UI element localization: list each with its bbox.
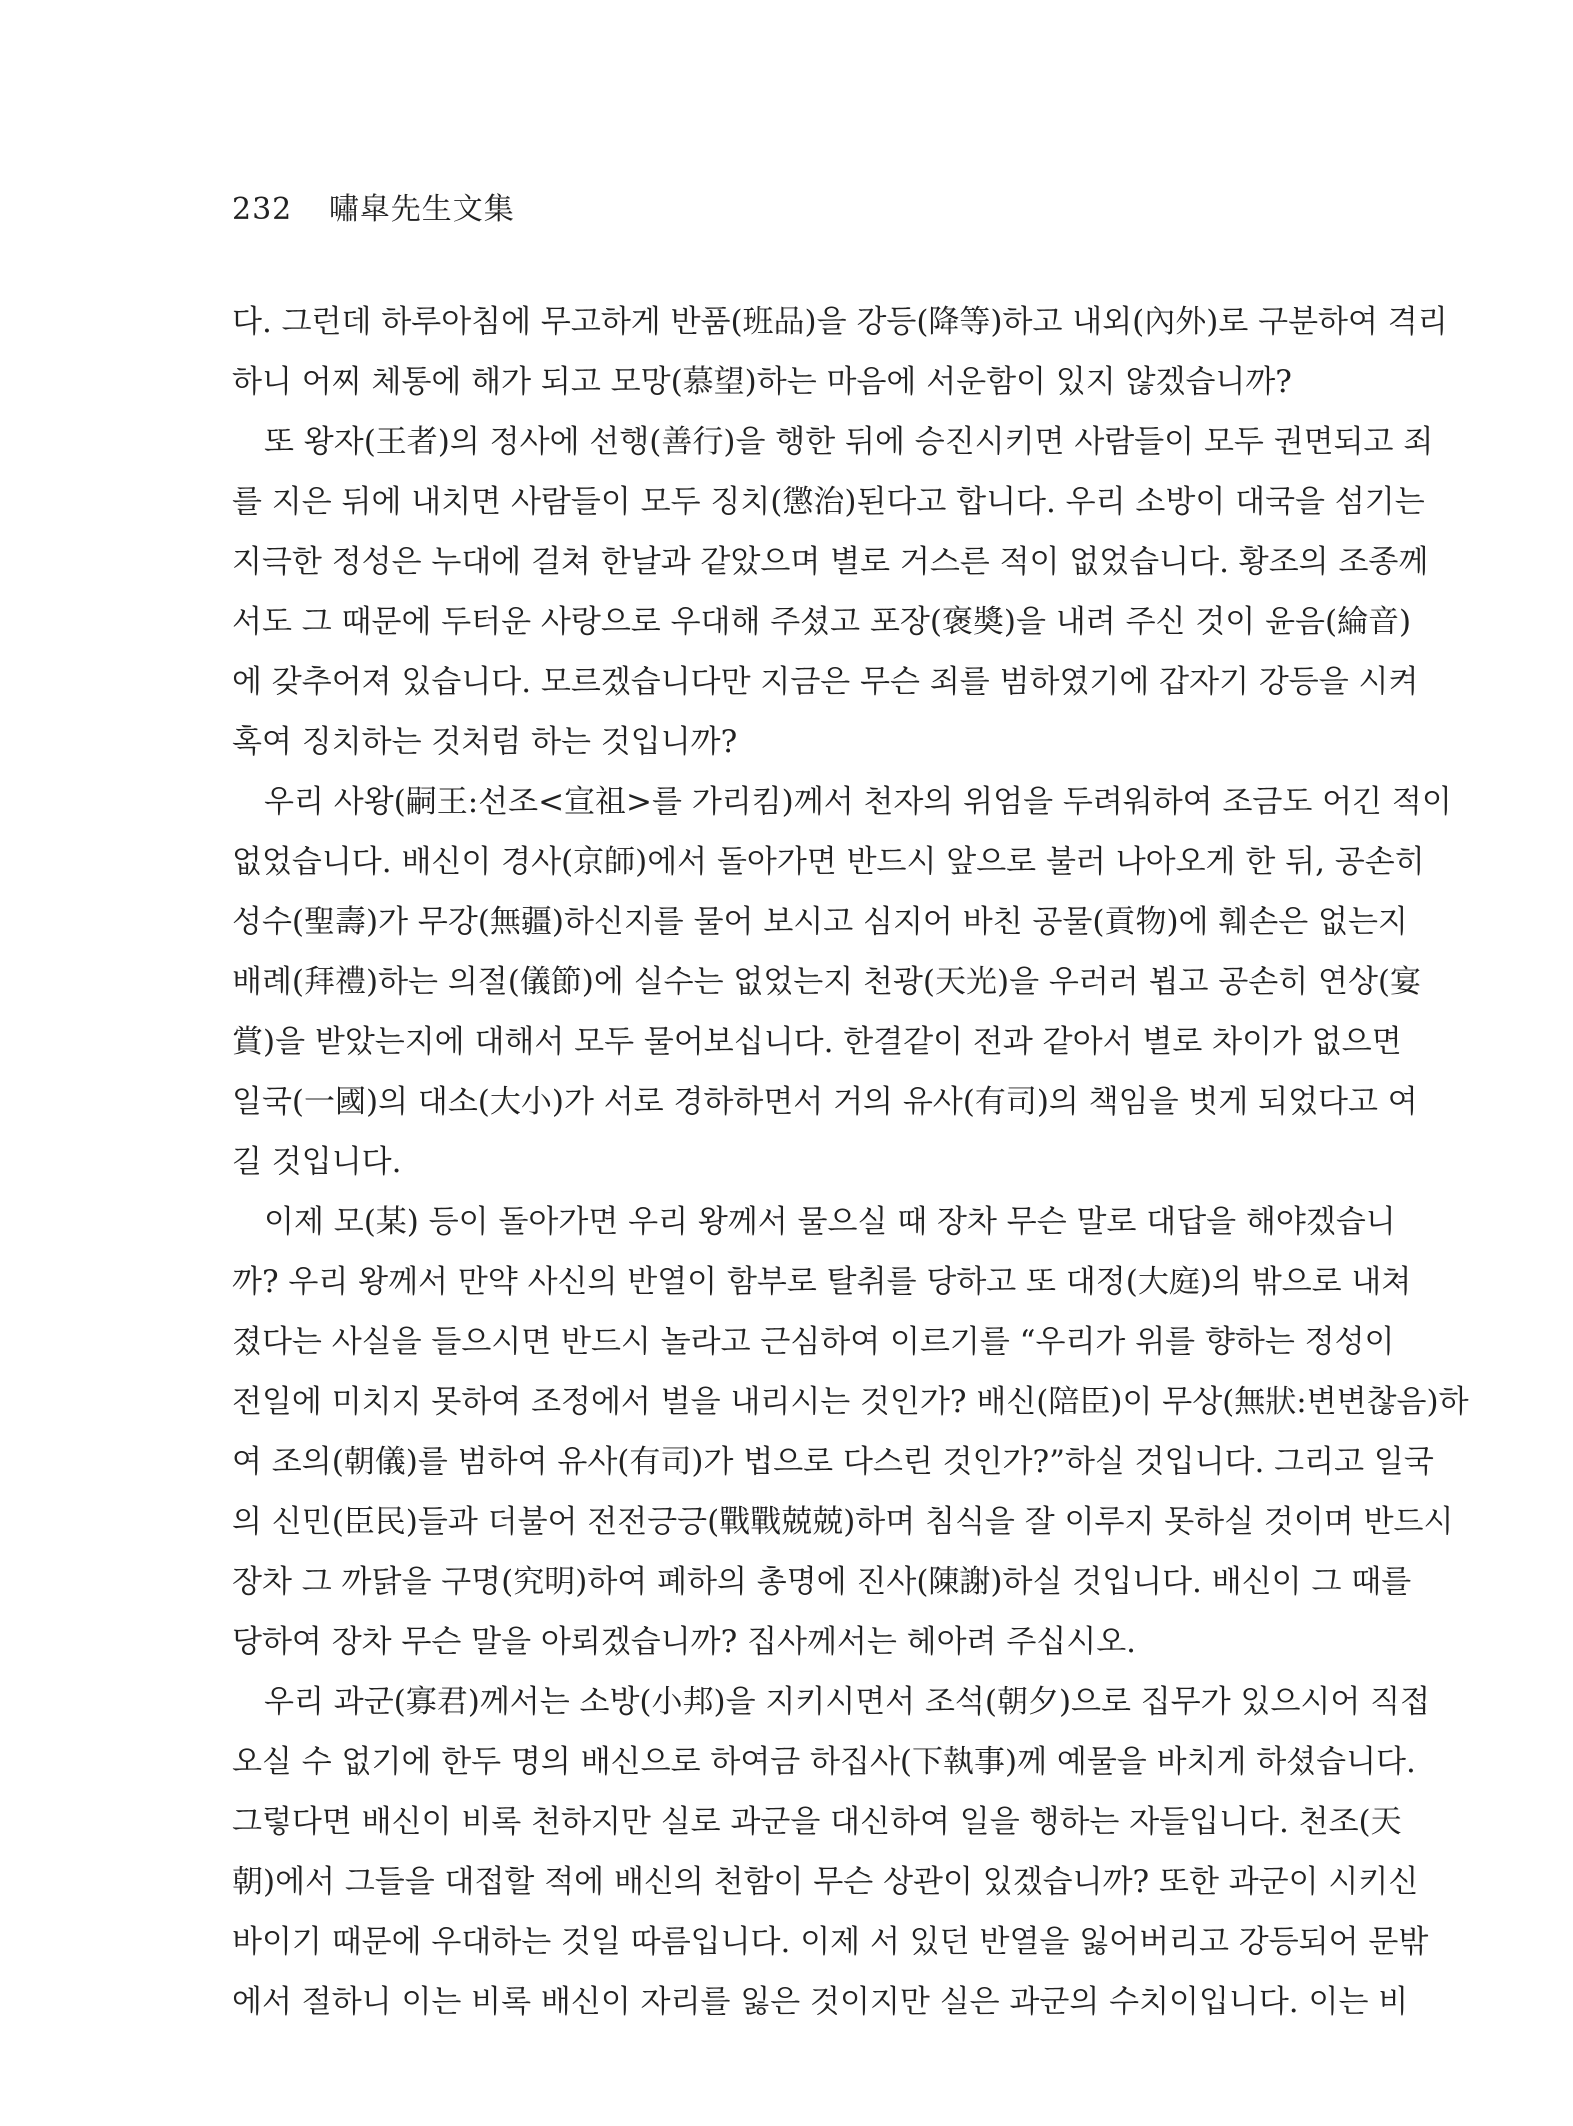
text-line: 다. 그런데 하루아침에 무고하게 반품(班品)을 강등(降等)하고 내외(內外)로 구분하여 격리 bbox=[232, 304, 1448, 340]
text-line: 여 조의(朝儀)를 범하여 유사(有司)가 법으로 다스린 것인가?”하실 것입니다. 그리고 일국 bbox=[232, 1444, 1434, 1480]
text-line: 에 갖추어져 있습니다. 모르겠습니다만 지금은 무슨 죄를 범하였기에 갑자기 강등을 시켜 bbox=[232, 664, 1419, 700]
text-line: 바이기 때문에 우대하는 것일 따름입니다. 이제 서 있던 반열을 잃어버리고 강등되어 문밖 bbox=[232, 1924, 1429, 1960]
text-line: 를 지은 뒤에 내치면 사람들이 모두 징치(懲治)된다고 합니다. 우리 소방이 대국을 섬기는 bbox=[232, 484, 1425, 520]
text-line: 장차 그 까닭을 구명(究明)하여 폐하의 총명에 진사(陳謝)하실 것입니다. 배신이 그 때를 bbox=[232, 1564, 1412, 1600]
text-line: 오실 수 없기에 한두 명의 배신으로 하여금 하집사(下執事)께 예물을 바치게 하셨습니다. bbox=[232, 1744, 1416, 1780]
page-number: 232 bbox=[232, 192, 293, 227]
text-line: 하니 어찌 체통에 해가 되고 모망(慕望)하는 마음에 서운함이 있지 않겠습니까? bbox=[232, 364, 1292, 400]
text-line: 朝)에서 그들을 대접할 적에 배신의 천함이 무슨 상관이 있겠습니까? 또한 과군이 시키신 bbox=[232, 1864, 1419, 1900]
text-line: 賞)을 받았는지에 대해서 모두 물어보십니다. 한결같이 전과 같아서 별로 차이가 없으면 bbox=[232, 1024, 1402, 1060]
body-text bbox=[232, 292, 1469, 2032]
text-line: 성수(聖壽)가 무강(無疆)하신지를 물어 보시고 심지어 바친 공물(貢物)에 훼손은 없는지 bbox=[232, 904, 1408, 940]
text-line: 우리 과군(寡君)께서는 소방(小邦)을 지키시면서 조석(朝夕)으로 집무가 있으시어 직접 bbox=[264, 1684, 1431, 1720]
text-line: 서도 그 때문에 두터운 사랑으로 우대해 주셨고 포장(褒奬)을 내려 주신 것이 윤음(綸音) bbox=[232, 604, 1412, 640]
text-line: 지극한 정성은 누대에 걸쳐 한날과 같았으며 별로 거스른 적이 없었습니다. 황조의 조종께 bbox=[232, 544, 1429, 580]
text-line: 전일에 미치지 못하여 조정에서 벌을 내리시는 것인가? 배신(陪臣)이 무상(無狀:변변찮음)하 bbox=[232, 1384, 1469, 1420]
text-line: 그렇다면 배신이 비록 천하지만 실로 과군을 대신하여 일을 행하는 자들입니다. 천조(天 bbox=[232, 1804, 1402, 1840]
text-line: 길 것입니다. bbox=[232, 1144, 402, 1180]
text-line: 졌다는 사실을 들으시면 반드시 놀라고 근심하여 이르기를 “우리가 위를 향하는 정성이 bbox=[232, 1324, 1395, 1360]
text-line: 이제 모(某) 등이 돌아가면 우리 왕께서 물으실 때 장차 무슨 말로 대답을 해야겠습니 bbox=[264, 1204, 1396, 1240]
text-line: 혹여 징치하는 것처럼 하는 것입니까? bbox=[232, 724, 738, 760]
text-line: 까? 우리 왕께서 만약 사신의 반열이 함부로 탈취를 당하고 또 대정(大庭)의 밖으로 내쳐 bbox=[232, 1264, 1412, 1300]
text-line: 당하여 장차 무슨 말을 아뢰겠습니까? 집사께서는 헤아려 주십시오. bbox=[232, 1624, 1136, 1660]
text-line: 일국(一國)의 대소(大小)가 서로 경하하면서 거의 유사(有司)의 책임을 벗게 되었다고 여 bbox=[232, 1084, 1418, 1120]
text-line: 우리 사왕(嗣王:선조<宣祖>를 가리킴)께서 천자의 위엄을 두려워하여 조금도 어긴 적이 bbox=[264, 784, 1452, 820]
text-line: 또 왕자(王者)의 정사에 선행(善行)을 행한 뒤에 승진시키면 사람들이 모두 권면되고 죄 bbox=[264, 424, 1434, 460]
book-title: 嘯皐先生文集 bbox=[328, 192, 515, 227]
page-header bbox=[232, 186, 515, 234]
text-line: 배례(拜禮)하는 의절(儀節)에 실수는 없었는지 천광(天光)을 우러러 뵙고 공손히 연상(宴 bbox=[232, 964, 1422, 1000]
text-line: 없었습니다. 배신이 경사(京師)에서 돌아가면 반드시 앞으로 불러 나아오게 한 뒤, 공손히 bbox=[232, 844, 1425, 880]
text-line: 의 신민(臣民)들과 더불어 전전긍긍(戰戰兢兢)하며 침식을 잘 이루지 못하실 것이며 반드시 bbox=[232, 1504, 1454, 1540]
text-line: 에서 절하니 이는 비록 배신이 자리를 잃은 것이지만 실은 과군의 수치이입니다. 이는 비 bbox=[232, 1984, 1409, 2020]
